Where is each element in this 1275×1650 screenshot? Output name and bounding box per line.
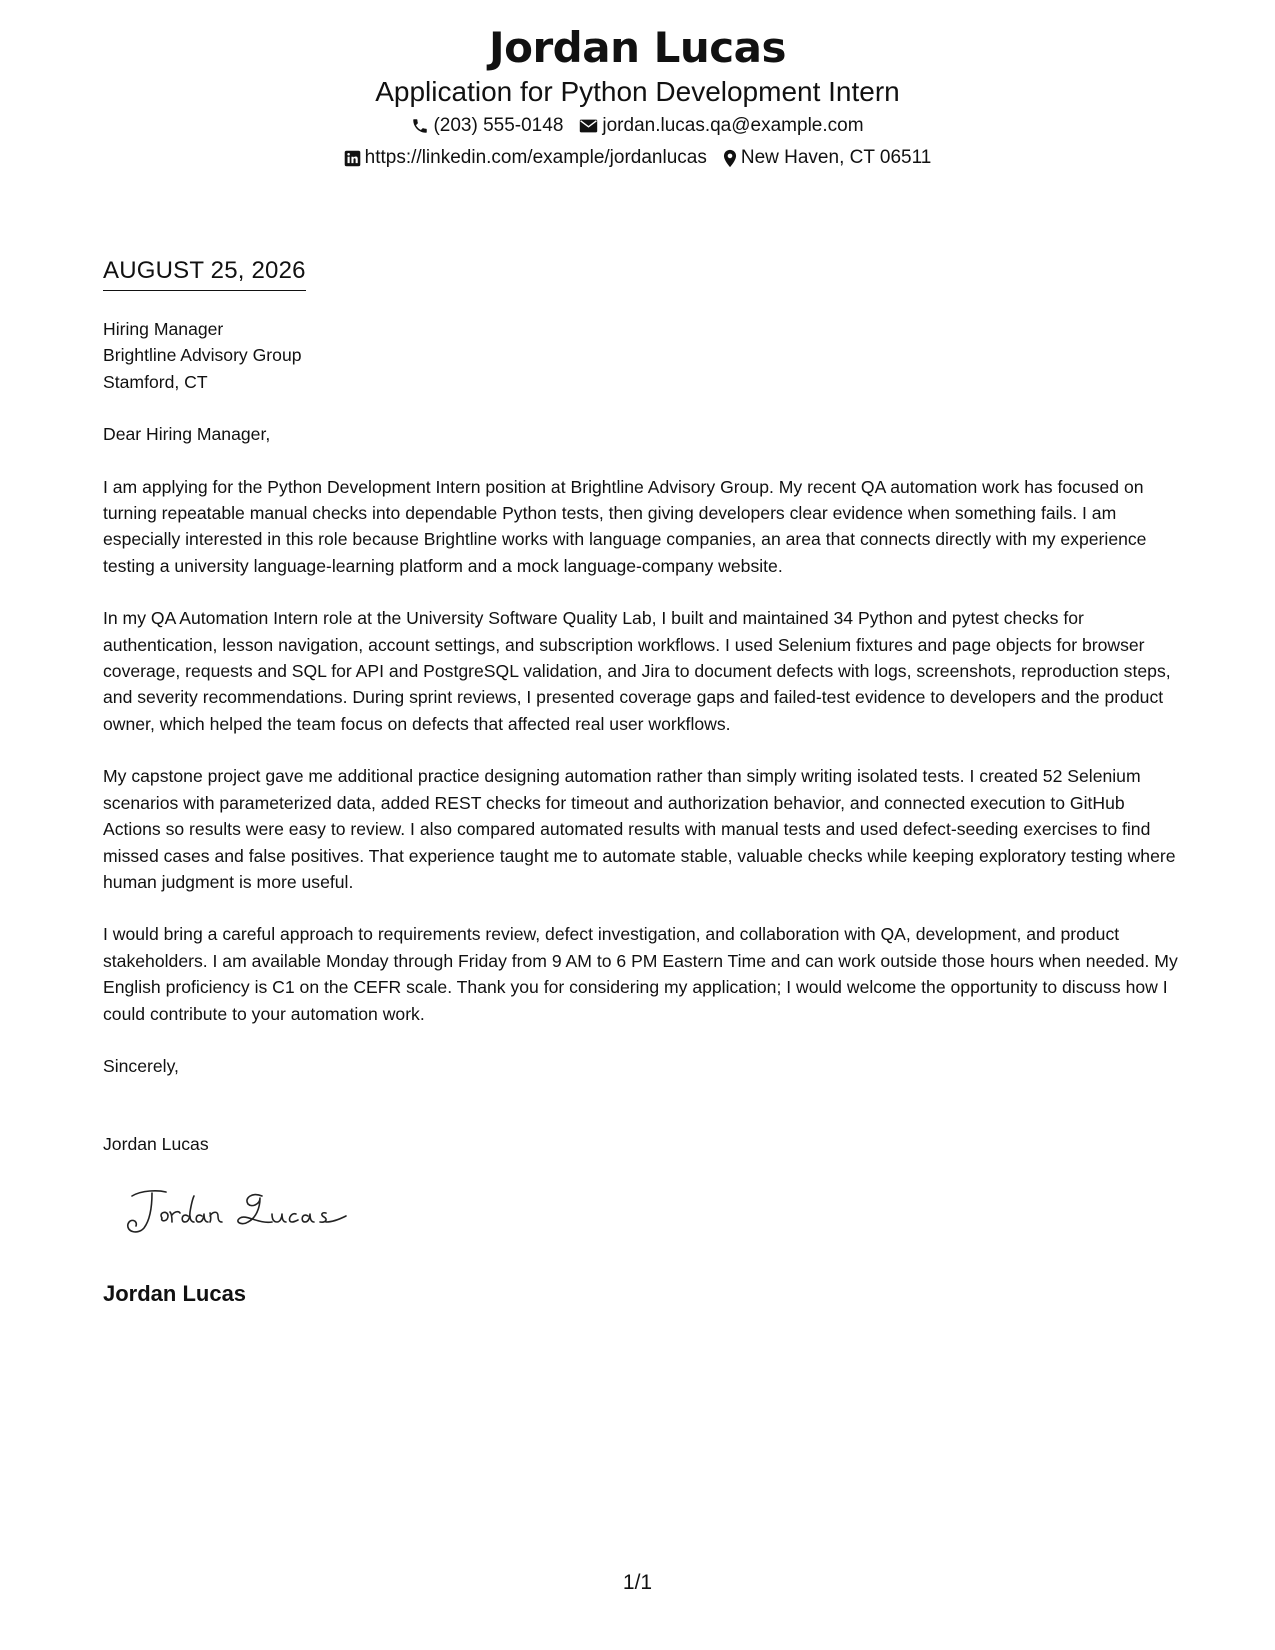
recipient-location: Stamford, CT — [103, 371, 208, 392]
recipient-address — [103, 316, 1183, 395]
paragraph-capstone: My capstone project gave me additional practice designing automation rather than simply writing isolated tests. I created 52 Selenium scenarios with parameterized data, added REST checks for timeout and authorization behavior, and connected execution to GitHub Actions so results were easy to review. I also compared automated results with manual tests and used defect-seeding exercises to find missed cases and false positives. That experience taught me to automate stable, valuable checks while keeping exploratory testing where human judgment is more useful. — [103, 766, 1176, 892]
paragraph-closing: I would bring a careful approach to requirements review, defect investigation, and collaboration with QA, development, and product stakeholders. I am available Monday through Friday from 9 AM to 6 PM Eastern Time and can work outside those hours when needed. My English proficiency is C1 on the CEFR scale. Thank you for considering my application; I would welcome the opportunity to discuss how I could contribute to your automation work. — [103, 924, 1178, 1024]
map-pin-icon — [723, 149, 737, 168]
phone-text: (203) 555-0148 — [433, 115, 564, 136]
signature-image — [122, 1182, 352, 1242]
email-text: jordan.lucas.qa@example.com — [602, 115, 864, 136]
letter-date: AUGUST 25, 2026 — [103, 256, 306, 291]
letter-date-block — [103, 256, 306, 291]
closing-phrase: Sincerely, — [103, 1055, 179, 1076]
paragraph-experience: In my QA Automation Intern role at the University Software Quality Lab, I built and maintained 34 Python and pytest checks for authentication, lesson navigation, account settings, and subscription workflows. I used Selenium fixtures and page objects for browser coverage, requests and SQL for API and PostgreSQL validation, and Jira to document defects with logs, screenshots, reproduction steps, and severity recommendations. During sprint reviews, I presented coverage gaps and failed-test evidence to developers and the product owner, which helped the team focus on defects that affected real user workflows. — [103, 608, 1171, 734]
application-subtitle: Application for Python Development Intern — [375, 76, 900, 107]
salutation: Dear Hiring Manager, — [103, 424, 271, 445]
contact-row-secondary — [0, 146, 1275, 170]
contact-linkedin[interactable] — [344, 146, 707, 170]
recipient-title: Hiring Manager — [103, 319, 224, 339]
typed-name: Jordan Lucas — [103, 1134, 209, 1155]
linkedin-icon — [344, 150, 361, 167]
location-text: New Haven, CT 06511 — [740, 147, 932, 168]
contact-email[interactable] — [579, 114, 863, 138]
recipient-company: Brightline Advisory Group — [103, 345, 302, 366]
contact-phone[interactable] — [411, 114, 563, 138]
page-number: 1/1 — [622, 1571, 653, 1594]
signer-name: Jordan Lucas — [103, 1281, 247, 1306]
letter-body — [103, 316, 1183, 1158]
linkedin-text: https://linkedin.com/example/jordanlucas — [364, 147, 707, 168]
phone-icon — [411, 117, 429, 135]
paragraph-intro: I am applying for the Python Development Intern position at Brightline Advisory Group. My recent QA automation work has focused on turning repeatable manual checks into dependable Python tests, then giving developers clear evidence when something fails. I am especially interested in this role because Brightline works with language companies, an area that connects directly with my experience testing a university language-learning platform and a mock language-company website. — [103, 476, 1147, 576]
applicant-name: Jordan Lucas — [488, 23, 787, 72]
contact-location — [723, 146, 931, 170]
letter-header — [0, 22, 1275, 170]
contact-row-primary — [0, 114, 1275, 138]
envelope-icon — [579, 118, 598, 134]
